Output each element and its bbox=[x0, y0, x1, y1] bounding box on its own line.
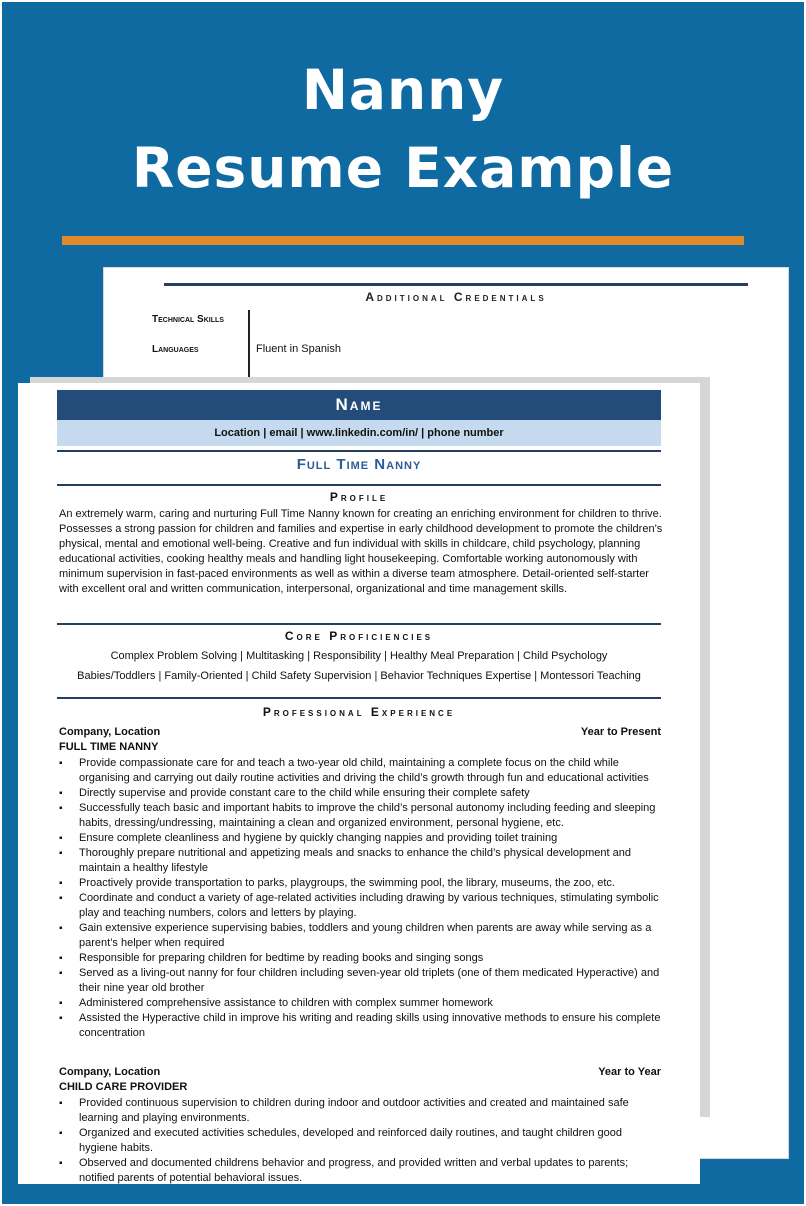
technical-skills-label: Technical Skills bbox=[152, 314, 224, 325]
list-item: ▪ Thoroughly prepare nutritional and appetizing meals and snacks to enhance the child’s physical development and maintain a healthy lifestyle bbox=[59, 846, 661, 876]
rule bbox=[57, 623, 661, 625]
page-title-line1: Nanny bbox=[301, 58, 505, 122]
profile-text: An extremely warm, caring and nurturing Full Time Nanny known for creating an enriching environment for children to thrive. Possesses a strong passion for children and families and expertise in early childhood development to promote the children’s physical, mental and emotional well-being. Creative and fun individual with skills in childcare, child psychology, planning educational activities, cooking healthy meals and handling light housekeeping. Comfortable working autonomously with minimum supervision in fast-paced environments as well as within a diverse team atmosphere. Detail-oriented self-starter with excellent oral and written communication, interpersonal, organizational and time management skills. bbox=[59, 508, 663, 595]
job-2-bullets bbox=[59, 1096, 661, 1186]
core-proficiencies-heading: Core Proficiencies bbox=[284, 629, 434, 643]
job-1-header bbox=[59, 726, 661, 738]
job-1-dates: Year to Present bbox=[580, 726, 661, 738]
professional-experience-heading: Professional Experience bbox=[262, 705, 456, 719]
list-item: ▪ Organized and executed activities schedules, developed and reinforced daily routines, and taught children good hygiene habits. bbox=[59, 1126, 661, 1156]
job-1-bullets bbox=[59, 756, 661, 1041]
job-title: Full Time Nanny bbox=[296, 456, 422, 473]
list-item: ▪ Ensure complete cleanliness and hygiene by quickly changing nappies and providing toilet training bbox=[59, 831, 661, 846]
list-item: ▪ Proactively provide transportation to parks, playgroups, the swimming pool, the library, museums, the zoo, etc. bbox=[59, 876, 661, 891]
job-1-company: Company, Location bbox=[59, 726, 161, 738]
rule bbox=[57, 484, 661, 486]
rule bbox=[57, 697, 661, 699]
list-item: ▪ Assisted the Hyperactive child in improve his writing and reading skills using innovative methods to ensure his complete concentration bbox=[59, 1011, 661, 1041]
list-item: ▪ Successfully teach basic and important habits to improve the child’s personal autonomy including feeding and sleeping habits, dressing/undressing, maintaining a clean and organized environment, personal hygiene, etc. bbox=[59, 801, 661, 831]
list-item: ▪ Gain extensive experience supervising babies, toddlers and young children when parents are away while serving as a parent’s helper when required bbox=[59, 921, 661, 951]
core-skills-line1: Complex Problem Solving | Multitasking | Responsibility | Healthy Meal Preparation | Child Psychology bbox=[110, 650, 608, 662]
list-item: ▪ Provided continuous supervision to children during indoor and outdoor activities and created and maintained safe learning and playing environments. bbox=[59, 1096, 661, 1126]
section-rule bbox=[164, 283, 748, 286]
list-item: ▪ Served as a living-out nanny for four children including seven-year old triplets (one of them medicated Hyperactive) and their nine year old brother bbox=[59, 966, 661, 996]
name-banner: Name bbox=[57, 390, 661, 420]
list-item: ▪ Coordinate and conduct a variety of age-related activities including drawing by various techniques, stimulating symbolic play and teaching numbers, colors and letters by playing. bbox=[59, 891, 661, 921]
job-2-role: CHILD CARE PROVIDER bbox=[59, 1081, 188, 1093]
languages-label: Languages bbox=[152, 344, 199, 355]
languages-value: Fluent in Spanish bbox=[256, 343, 341, 355]
list-item: ▪ Observed and documented childrens behavior and progress, and provided written and verbal updates to parents; notified parents of potential behavioral issues. bbox=[59, 1156, 661, 1186]
profile-heading: Profile bbox=[329, 490, 389, 504]
job-2-company: Company, Location bbox=[59, 1066, 161, 1078]
list-item: ▪ Provide compassionate care for and teach a two-year old child, maintaining a complete focus on the child while organising and carrying out daily routine activities and driving the child’s growth through fun and educational activities bbox=[59, 756, 661, 786]
core-skills-line2: Babies/Toddlers | Family-Oriented | Child Safety Supervision | Behavior Techniques Expertise | Montessori Teaching bbox=[77, 670, 641, 682]
front-resume-page bbox=[18, 383, 700, 1184]
job-2-dates: Year to Year bbox=[598, 1066, 661, 1078]
job-2-header bbox=[59, 1066, 661, 1078]
list-item: ▪ Responsible for preparing children for bedtime by reading books and singing songs bbox=[59, 951, 661, 966]
contact-line: Location | email | www.linkedin.com/in/ | phone number bbox=[57, 420, 661, 446]
job-1-role: FULL TIME NANNY bbox=[59, 741, 159, 753]
list-item: ▪ Directly supervise and provide constant care to the child while ensuring their complete safety bbox=[59, 786, 661, 801]
page-title-line2: Resume Example bbox=[131, 136, 675, 200]
list-item: ▪ Administered comprehensive assistance to children with complex summer homework bbox=[59, 996, 661, 1011]
rule bbox=[57, 450, 661, 452]
accent-divider bbox=[62, 236, 744, 245]
additional-credentials-heading: Additional Credentials bbox=[365, 290, 547, 304]
